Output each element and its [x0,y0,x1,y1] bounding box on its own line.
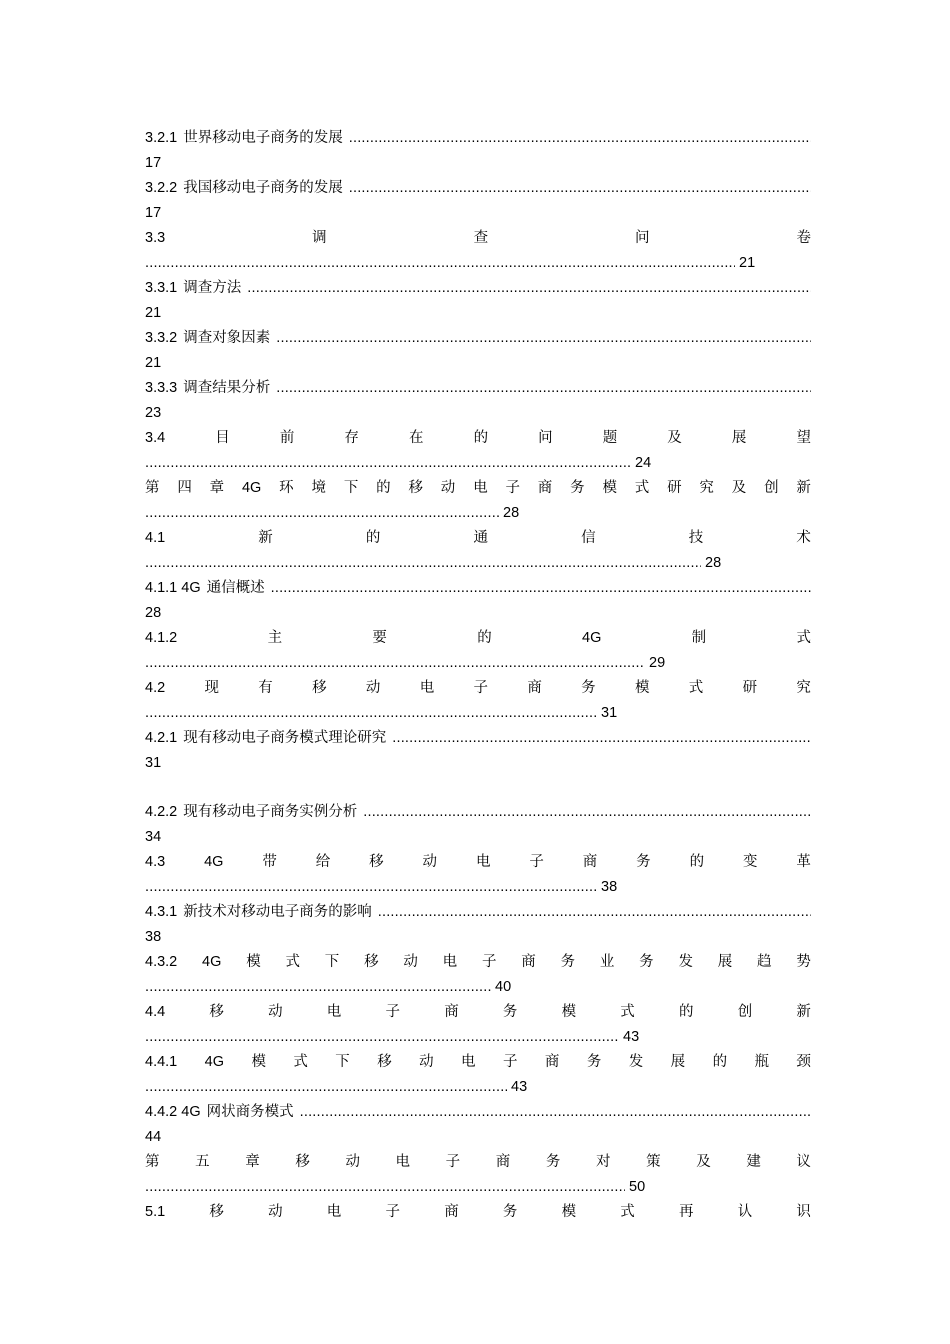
toc-entry-heading-line [145,576,811,601]
toc-heading-token: 4.3 [145,854,166,870]
toc-heading-token: 题 [602,430,618,446]
toc-entry-page-line [145,1125,811,1150]
toc-heading-token: 新 [796,480,811,496]
toc-heading-token: 子 [385,1204,400,1220]
toc-heading-token: 电 [326,1004,342,1020]
toc-heading-token: 展 [717,954,733,970]
toc-page-number: 43 [623,1029,640,1045]
toc-heading-token: 四 [177,480,192,496]
toc-heading-token: 目 [215,430,230,446]
toc-heading-token: 问 [635,230,650,246]
toc-heading-token: 通 [473,530,489,546]
toc-leader-dots [145,451,631,476]
toc-heading-token: 势 [796,954,811,970]
toc-heading-token: 子 [473,680,489,696]
toc-heading-token: 究 [699,480,714,496]
toc-entry-page-line [145,201,811,226]
toc-heading-token: 务 [581,680,596,696]
toc-entry[interactable] [145,626,811,676]
toc-heading-token: 动 [403,954,418,970]
toc-entry-page-line [145,701,811,726]
blank-line [145,776,811,800]
toc-heading-token: 发 [628,1054,644,1070]
toc-entry-heading-line [145,1000,811,1025]
toc-entry-title: 调查对象因素 [183,330,271,346]
toc-heading-token: 的 [473,430,489,446]
toc-leader-dots [343,126,811,151]
toc-heading-token: 模 [561,1004,577,1020]
toc-entry-page-line [145,925,811,950]
toc-heading-token: 4G [241,480,262,496]
toc-entry-page-line [145,825,811,850]
toc-entry[interactable] [145,326,811,376]
toc-heading-token: 给 [315,854,331,870]
toc-entry-heading-line [145,126,811,151]
toc-entry-page-line [145,651,811,676]
toc-entry-heading-line [145,850,811,875]
toc-entry-page-line [145,975,811,1000]
toc-heading-token: 及 [696,1154,711,1170]
toc-entry-page-line [145,501,811,526]
toc-heading-token: 模 [561,1204,577,1220]
toc-heading-token: 5.1 [145,1204,166,1220]
toc-page-number: 28 [503,505,520,521]
toc-heading-token: 务 [586,1054,602,1070]
toc-entry-page-line [145,351,811,376]
toc-heading-token: 4.3.2 [145,954,178,970]
toc-heading-token: 模 [602,480,617,496]
toc-heading-token: 的 [679,1004,694,1020]
toc-leader-dots [270,376,811,401]
toc-heading-token: 章 [245,1154,260,1170]
toc-entry-title: 现有移动电子商务模式理论研究 [183,730,387,746]
toc-heading-token: 3.4 [145,430,166,446]
toc-entry-heading-line [145,176,811,201]
toc-entry-number: 4.3.1 [145,904,178,920]
toc-heading-token: 式 [285,954,300,970]
toc-entry[interactable] [145,126,811,176]
toc-heading-token: 子 [385,1004,400,1020]
toc-heading-token: 式 [293,1054,308,1070]
toc-entry-heading-line [145,426,811,451]
toc-heading-token: 环 [279,480,294,496]
toc-page-number: 50 [629,1179,646,1195]
toc-page-number: 44 [145,1129,162,1145]
toc-page-number: 38 [601,879,618,895]
toc-leader-dots [357,800,811,825]
toc-entry-heading-line [145,900,811,925]
toc-entry-title: 世界移动电子商务的发展 [183,130,343,146]
toc-entry-heading-line [145,950,811,975]
table-of-contents [145,126,811,1225]
toc-entry[interactable] [145,676,811,726]
toc-entry[interactable] [145,726,811,776]
toc-heading-token: 4.1 [145,530,166,546]
toc-heading-token: 子 [445,1154,461,1170]
toc-entry-page-line [145,251,811,276]
toc-heading-token: 趋 [757,954,772,970]
toc-entry[interactable] [145,226,811,276]
toc-heading-token: 3.3 [145,230,166,246]
toc-heading-token: 的 [477,630,492,646]
toc-heading-token: 动 [365,680,381,696]
toc-heading-token: 的 [376,480,391,496]
toc-heading-token: 有 [258,680,273,696]
toc-heading-token: 4G [204,854,224,870]
toc-entry-page-line [145,151,811,176]
toc-heading-token: 望 [796,430,811,446]
toc-entry-page-line [145,551,811,576]
toc-leader-dots [241,276,811,301]
toc-page-number: 28 [705,555,722,571]
toc-heading-token: 议 [796,1154,811,1170]
toc-leader-dots [145,975,491,1000]
toc-entry[interactable] [145,176,811,226]
toc-entry-heading-line [145,1150,811,1175]
toc-heading-token: 模 [251,1054,266,1070]
toc-heading-token: 4G [204,1054,225,1070]
toc-heading-token: 商 [444,1004,459,1020]
toc-leader-dots [145,251,735,276]
toc-page-number: 21 [145,305,162,321]
toc-entry-heading-line [145,376,811,401]
toc-heading-token: 问 [538,430,553,446]
toc-heading-token: 电 [461,1054,476,1070]
toc-entry[interactable] [145,850,811,900]
toc-page-number: 24 [635,455,652,471]
toc-heading-token: 下 [324,954,340,970]
toc-heading-token: 4.4.1 [145,1054,178,1070]
toc-heading-token: 式 [796,630,811,646]
toc-entry-number: 3.2.1 [145,130,178,146]
toc-heading-token: 模 [246,954,261,970]
toc-heading-token: 查 [473,230,489,246]
toc-heading-token: 模 [634,680,650,696]
toc-heading-token: 子 [529,854,544,870]
toc-heading-token: 动 [268,1004,283,1020]
toc-heading-token: 的 [365,530,381,546]
toc-page-number: 31 [145,755,162,771]
toc-entry[interactable] [145,800,811,850]
toc-entry-title: 新技术对移动电子商务的影响 [183,904,372,920]
toc-heading-token: 电 [395,1154,411,1170]
toc-heading-token: 移 [369,854,384,870]
toc-heading-token: 移 [312,680,327,696]
toc-heading-token: 策 [646,1154,661,1170]
toc-heading-token: 颈 [796,1054,811,1070]
toc-heading-token: 创 [764,480,779,496]
toc-heading-token: 信 [581,530,596,546]
toc-heading-token: 商 [495,1154,511,1170]
toc-heading-token: 移 [209,1004,224,1020]
toc-entry-page-line [145,1175,811,1200]
toc-heading-token: 变 [742,854,758,870]
toc-heading-token: 业 [599,954,615,970]
toc-heading-token: 研 [667,480,682,496]
toc-entry-title: 现有移动电子商务实例分析 [183,804,358,820]
toc-heading-token: 4.2 [145,680,166,696]
toc-page-number: 28 [145,605,162,621]
toc-entry-heading-line [145,1050,811,1075]
toc-heading-token: 动 [268,1204,283,1220]
toc-heading-token: 商 [527,680,542,696]
toc-heading-token: 创 [737,1004,753,1020]
toc-entry-heading-line [145,1200,811,1225]
toc-heading-token: 商 [537,480,553,496]
toc-leader-dots [343,176,811,201]
toc-heading-token: 动 [419,1054,434,1070]
toc-heading-token: 下 [335,1054,350,1070]
toc-heading-token: 务 [560,954,576,970]
toc-heading-token: 4.1.2 [145,630,178,646]
toc-heading-token: 电 [442,954,458,970]
toc-leader-dots [386,726,811,751]
toc-heading-token: 现 [204,680,219,696]
toc-entry-number: 3.3.3 [145,380,178,396]
toc-heading-token: 务 [636,854,651,870]
toc-heading-token: 第 [145,480,160,496]
toc-heading-token: 革 [796,854,811,870]
toc-page-number: 21 [739,255,756,271]
toc-heading-token: 务 [639,954,654,970]
toc-entry[interactable] [145,376,811,426]
toc-heading-token: 对 [595,1154,611,1170]
toc-entry-heading-line [145,226,811,251]
toc-heading-token: 新 [796,1004,811,1020]
toc-leader-dots [145,1075,507,1100]
toc-entry[interactable] [145,1050,811,1100]
toc-page-number: 21 [145,355,162,371]
toc-entry-heading-line [145,276,811,301]
toc-entry-title: 网状商务模式 [206,1104,294,1120]
toc-leader-dots [145,1175,625,1200]
toc-heading-token: 移 [295,1154,310,1170]
toc-page-number: 31 [601,705,618,721]
toc-heading-token: 式 [634,480,650,496]
toc-heading-token: 电 [419,680,435,696]
toc-entry[interactable] [145,526,811,576]
toc-page-number: 29 [649,655,666,671]
toc-heading-token: 务 [502,1004,518,1020]
toc-heading-token: 研 [742,680,758,696]
toc-heading-token: 及 [667,430,682,446]
toc-heading-token: 展 [731,430,747,446]
toc-entry[interactable] [145,576,811,626]
toc-heading-token: 商 [444,1204,459,1220]
toc-page-number: 40 [495,979,512,995]
toc-heading-token: 4G [202,954,222,970]
toc-heading-token: 前 [279,430,295,446]
toc-heading-token: 电 [475,854,491,870]
toc-heading-token: 卷 [796,230,811,246]
toc-heading-token: 动 [345,1154,360,1170]
toc-entry-page-line [145,751,811,776]
toc-page-number: 23 [145,405,162,421]
toc-heading-token: 五 [195,1154,210,1170]
toc-heading-token: 子 [481,954,497,970]
toc-heading-token: 存 [344,430,359,446]
toc-heading-token: 动 [440,480,456,496]
toc-heading-token: 电 [326,1204,342,1220]
toc-heading-token: 务 [570,480,585,496]
toc-heading-token: 章 [209,480,225,496]
toc-leader-dots [372,900,811,925]
toc-heading-token: 及 [731,480,747,496]
toc-entry-heading-line [145,676,811,701]
toc-entry-heading-line [145,726,811,751]
toc-entry-number: 3.3.2 [145,330,178,346]
toc-leader-dots [270,326,811,351]
toc-leader-dots [145,1025,619,1050]
toc-heading-token: 4G [582,630,602,646]
toc-entry-number: 3.2.2 [145,180,178,196]
toc-heading-token: 移 [377,1054,392,1070]
toc-leader-dots [145,501,499,526]
toc-entry-heading-line [145,476,811,501]
toc-entry-page-line [145,1075,811,1100]
toc-page-number: 34 [145,829,162,845]
toc-entry[interactable] [145,1150,811,1200]
toc-heading-token: 识 [796,1204,811,1220]
toc-leader-dots [265,576,811,601]
toc-entry[interactable] [145,1000,811,1050]
toc-page-number: 43 [511,1079,528,1095]
toc-heading-token: 移 [209,1204,224,1220]
toc-entry[interactable] [145,426,811,476]
toc-heading-token: 的 [712,1054,728,1070]
toc-entry[interactable] [145,950,811,1000]
toc-entry-number: 4.2.2 [145,804,178,820]
toc-entry[interactable] [145,900,811,950]
toc-heading-token: 主 [267,630,283,646]
toc-heading-token: 技 [688,530,704,546]
toc-heading-token: 务 [545,1154,561,1170]
toc-entry-heading-line [145,326,811,351]
toc-entry-title: 我国移动电子商务的发展 [183,180,343,196]
toc-heading-token: 带 [262,854,277,870]
toc-entry-number: 3.3.1 [145,280,178,296]
toc-heading-token: 发 [678,954,693,970]
toc-page-number: 38 [145,929,162,945]
toc-entry-page-line [145,1025,811,1050]
toc-heading-token: 究 [796,680,811,696]
toc-entry-page-line [145,601,811,626]
toc-heading-token: 子 [502,1054,518,1070]
toc-entry-heading-line [145,626,811,651]
toc-entry-page-line [145,451,811,476]
toc-entry[interactable] [145,476,811,526]
toc-leader-dots [145,551,701,576]
toc-leader-dots [294,1100,811,1125]
toc-heading-token: 境 [311,480,326,496]
toc-heading-token: 的 [689,854,705,870]
toc-heading-token: 式 [620,1004,635,1020]
toc-entry-heading-line [145,800,811,825]
toc-heading-token: 制 [691,630,707,646]
toc-leader-dots [145,651,645,676]
toc-leader-dots [145,701,597,726]
toc-heading-token: 新 [258,530,273,546]
toc-entry-title: 通信概述 [206,580,265,596]
toc-heading-token: 瓶 [754,1054,769,1070]
toc-heading-token: 移 [408,480,423,496]
toc-entry-title: 调查结果分析 [183,380,271,396]
toc-heading-token: 移 [364,954,379,970]
toc-entry-number: 4.4.2 4G [145,1104,201,1120]
toc-heading-token: 子 [505,480,520,496]
toc-page-number: 17 [145,155,162,171]
toc-entry-number: 4.2.1 [145,730,178,746]
toc-heading-token: 式 [688,680,704,696]
toc-heading-token: 4.4 [145,1004,166,1020]
toc-heading-token: 建 [746,1154,761,1170]
toc-heading-token: 在 [408,430,424,446]
toc-page-number: 17 [145,205,162,221]
toc-entry[interactable] [145,1200,811,1225]
toc-heading-token: 商 [582,854,598,870]
toc-heading-token: 电 [473,480,488,496]
toc-entry-page-line [145,401,811,426]
toc-heading-token: 术 [796,530,811,546]
toc-leader-dots [145,875,597,900]
toc-heading-token: 要 [372,630,387,646]
toc-entry-page-line [145,875,811,900]
toc-heading-token: 商 [521,954,536,970]
toc-heading-token: 展 [670,1054,686,1070]
toc-entry-title: 调查方法 [183,280,242,296]
toc-entry[interactable] [145,1100,811,1150]
toc-heading-token: 调 [312,230,327,246]
toc-heading-token: 商 [544,1054,560,1070]
toc-entry-heading-line [145,526,811,551]
toc-heading-token: 务 [502,1204,518,1220]
toc-entry-number: 4.1.1 4G [145,580,201,596]
toc-heading-token: 再 [679,1204,694,1220]
toc-heading-token: 动 [422,854,438,870]
toc-entry-heading-line [145,1100,811,1125]
toc-entry[interactable] [145,276,811,326]
toc-heading-token: 第 [145,1154,160,1170]
toc-heading-token: 式 [620,1204,635,1220]
toc-heading-token: 下 [343,480,359,496]
toc-heading-token: 认 [737,1204,753,1220]
toc-entry-page-line [145,301,811,326]
